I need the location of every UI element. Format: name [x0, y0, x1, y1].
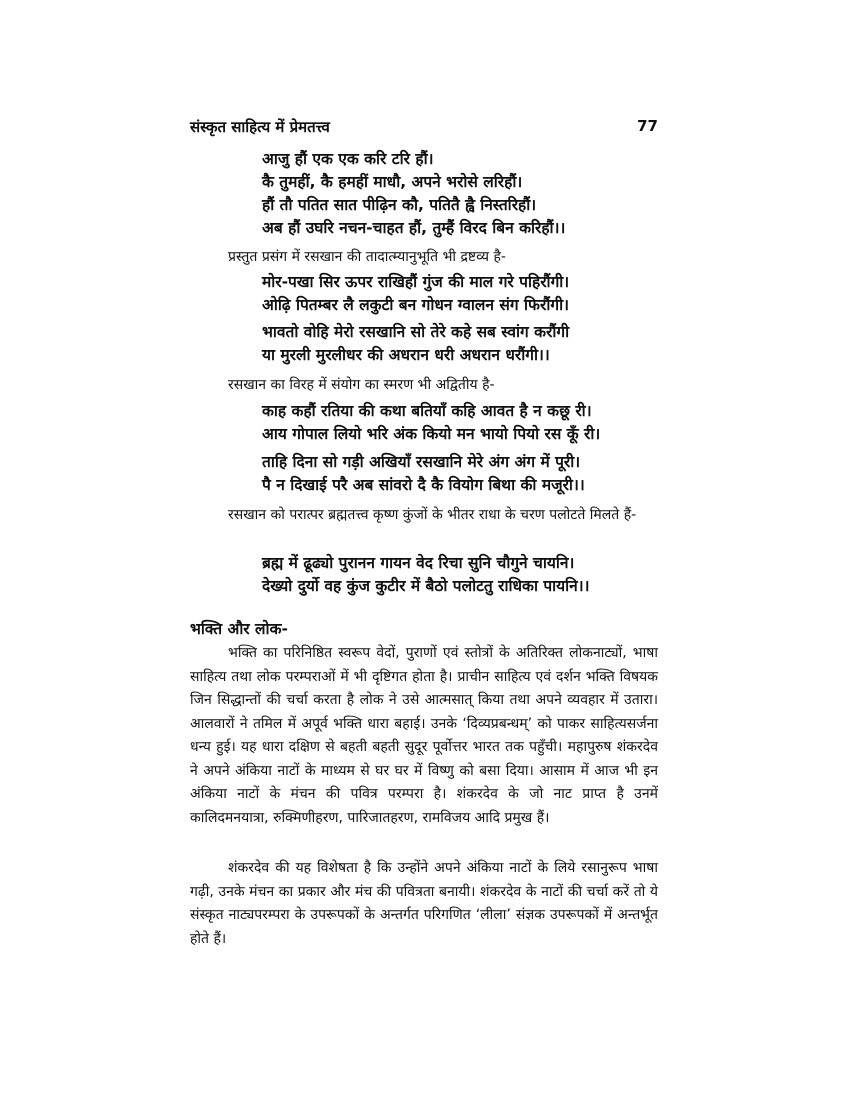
intro-paragraph-3: रसखान का विरह में संयोग का स्मरण भी अद्वितीय है- [228, 377, 495, 393]
verse-block-3 [262, 400, 662, 497]
body-paragraph-2: शंकरदेव की यह विशेषता है कि उन्होंने अपने अंकिया नाटों के लिये रसानुरूप भाषा गढ़ी, उनके मंचन का प्रकार और मंच की पवित्रता बनायी। शंकरदेव के नाटों की चर्चा करें तो ये संस्कृत नाट्यपरम्परा के उपरूपकों के अन्तर्गत परिगणित ‘लीला’ संज्ञक उपरूपकों में अन्तर्भूत होते हैं। [190, 860, 658, 947]
body-paragraph-1: भक्ति का परिनिष्ठित स्वरूप वेदों, पुराणों एवं स्तोत्रों के अतिरिक्त लोकनाट्यों, भाषा साहित्य तथा लोक परम्पराओं में भी दृष्टिगत होता है। प्राचीन साहित्य एवं दर्शन भक्ति विषयक जिन सिद्धान्तों की चर्चा करता है लोक ने उसे आत्मसात् किया तथा अपने व्यवहार में उतारा। आलवारों ने तमिल में अपूर्व भक्ति धारा बहाई। उनके ‘दिव्यप्रबन्धम्’ को पाकर साहित्यसर्जना धन्य हुई। यह धारा दक्षिण से बहती बहती सुदूर पूर्वोत्तर भारत तक पहुँची। महापुरुष शंकरदेव ने अपने अंकिया नाटों के माध्यम से घर घर में विष्णु को बसा दिया। आसाम में आज भी इन अंकिया नाटों के मंचन की पवित्र परम्परा है। शंकरदेव के जो नाट प्राप्त है उनमें कालिदमनयात्रा, रुक्मिणीहरण, पारिजातहरण, रामविजय आदि प्रमुख हैं। [190, 645, 658, 826]
verse-block-1 [262, 148, 662, 240]
verse-line: ओढ़ि पितम्बर लै लकुटी बन गोधन ग्वालन संग फिरौंगी। [262, 296, 569, 314]
verse-block-2 [262, 271, 662, 367]
verse-line: ताहि दिना सो गड़ी अखियाँ रसखानि मेरे अंग अंग में पूरी। [262, 453, 581, 471]
verse-line: या मुरली मुरलीधर की अधरान धरी अधरान धरौंगी।। [262, 346, 550, 364]
intro-paragraph-2: प्रस्तुत प्रसंग में रसखान की तादात्म्यानुभूति भी द्रष्टव्य है- [228, 249, 506, 265]
verse-line: देख्यो दुर्यो वह कुंज कुटीर में बैठो पलोटतु राधिका पायनि।। [262, 577, 590, 595]
section-heading: भक्ति और लोक- [190, 620, 288, 638]
book-title: संस्कृत साहित्य में प्रेमतत्त्व [190, 118, 330, 136]
verse-line: मोर-पखा सिर ऊपर राखिहौं गुंज की माल गरे पहिरौंगी। [262, 273, 570, 291]
verse-line: अब हौं उघरि नचन-चाहत हौं, तुम्हैं विरद बिन करिहौं।। [262, 219, 566, 237]
verse-line: पै न दिखाई परै अब सांवरो दै कै वियोग बिथा की मजूरी।। [262, 476, 585, 494]
page-number: 77 [637, 117, 658, 135]
intro-paragraph-4: रसखान को परात्पर ब्रह्मतत्त्व कृष्ण कुंजों के भीतर राधा के चरण पलोटते मिलते हैं- [228, 507, 637, 523]
verse-line: हौं तौ पतित सात पीढ़िन कौ, पतितै ह्वै निस्तरिहौं। [262, 196, 537, 214]
verse-line: काह कहौं रतिया की कथा बतियाँ कहि आवत है न कछू री। [262, 402, 592, 420]
verse-line: ब्रह्म में ढूढ्यो पुरानन गायन वेद रिचा सुनि चौगुने चायनि। [262, 554, 575, 572]
verse-line: कै तुमहीं, कै हमहीं माधौ, अपने भरोसे लरिहौं। [262, 173, 523, 191]
verse-line: भावतो वोहि मेरो रसखानि सो तेरे कहे सब स्वांग करौंगी [262, 323, 570, 341]
verse-block-4 [262, 552, 662, 598]
running-header [190, 117, 658, 139]
verse-line: आय गोपाल लियो भरि अंक कियो मन भायो पियो रस कूँ री। [262, 425, 601, 443]
verse-line: आजु हौं एक एक करि टरि हौं। [262, 150, 434, 168]
